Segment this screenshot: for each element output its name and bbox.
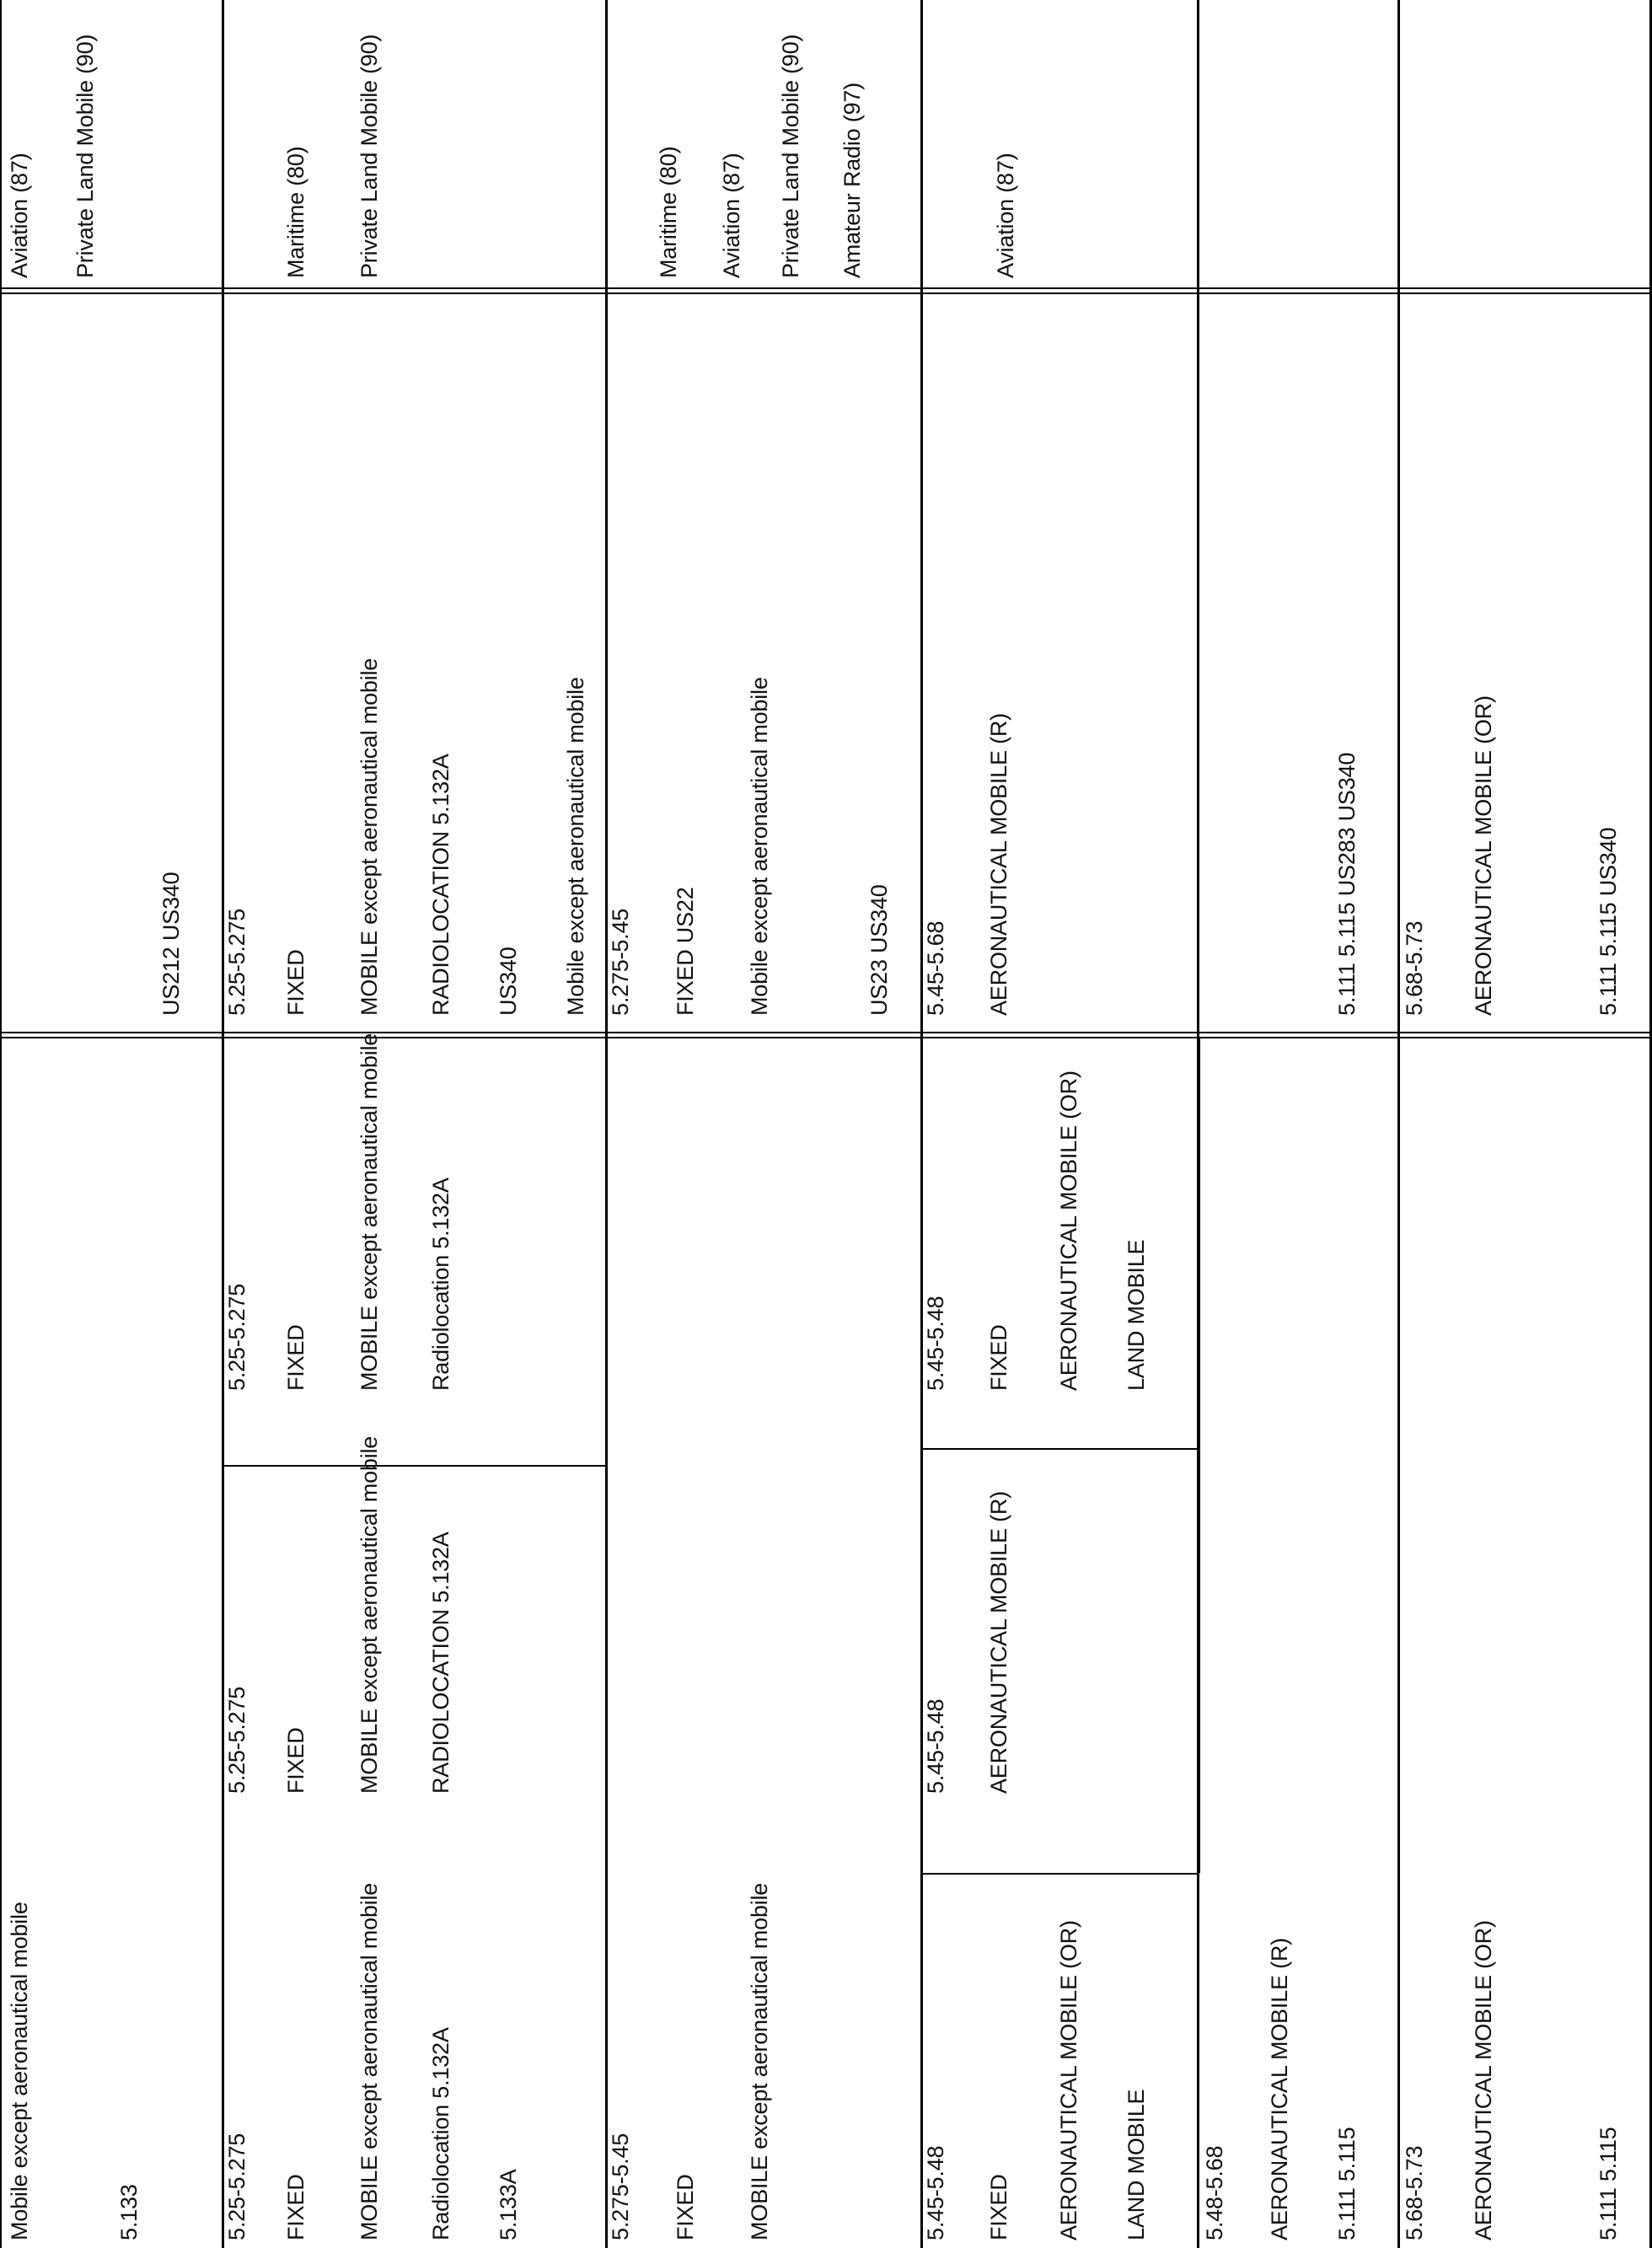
row-divider [920, 0, 923, 2248]
cell-text: Aviation (87) [993, 153, 1018, 278]
band-label: 5.275-5.45 [608, 2133, 633, 2240]
band-label: 5.45-5.48 [923, 1296, 948, 1391]
cell-text: MOBILE except aeronautical mobile [357, 1033, 382, 1391]
row-divider [1397, 0, 1400, 2248]
cell-text: FIXED [283, 2174, 308, 2240]
cell-text: 5.133 [116, 2184, 142, 2240]
row-divider [222, 0, 224, 2248]
split-divider [1197, 1033, 1199, 1034]
cell-text: US340 [496, 947, 521, 1016]
cell-text: FIXED [986, 1324, 1011, 1391]
column-divider [0, 292, 1652, 294]
column-divider [0, 1032, 1652, 1033]
cell-text: AERONAUTICAL MOBILE (R) [986, 713, 1011, 1016]
cell-text: Radiolocation 5.132A [428, 2027, 453, 2240]
cell-text: Mobile except aeronautical mobile [747, 677, 772, 1016]
cell-text: AERONAUTICAL MOBILE (OR) [1471, 695, 1496, 1016]
cell-text: Private Land Mobile (90) [72, 34, 98, 278]
cell-text: FIXED [283, 1727, 308, 1794]
band-label: 5.45-5.48 [923, 1698, 948, 1794]
subcolumn-divider [920, 1873, 1199, 1875]
cell-text: LAND MOBILE [1124, 2089, 1149, 2240]
band-label: 5.45-5.48 [923, 2145, 948, 2240]
cell-text: Maritime (80) [656, 146, 681, 278]
band-split-divider [1198, 1037, 1200, 1873]
row-divider [605, 0, 608, 2248]
cell-text: MOBILE except aeronautical mobile [747, 1882, 772, 2240]
cell-text: Radiolocation 5.132A [428, 1178, 453, 1391]
band-label: 5.68-5.73 [1402, 920, 1427, 1016]
band-label: 5.25-5.275 [224, 908, 249, 1016]
cell-text: FIXED [283, 949, 308, 1016]
band-label: 5.48-5.68 [1202, 2145, 1227, 2240]
cell-text: US212 US340 [158, 872, 184, 1016]
cell-text: 5.111 5.115 US283 US340 [1334, 752, 1360, 1016]
subcolumn-divider [920, 1448, 1199, 1450]
band-label: 5.68-5.73 [1402, 2145, 1427, 2240]
subcolumn-divider [222, 1465, 607, 1467]
column-divider [0, 1037, 1652, 1038]
cell-text: AERONAUTICAL MOBILE (OR) [1056, 1070, 1081, 1391]
cell-text: Amateur Radio (97) [839, 82, 865, 278]
cell-text: Mobile except aeronautical mobile [7, 1902, 32, 2240]
cell-text: AERONAUTICAL MOBILE (R) [986, 1491, 1011, 1794]
cell-text: AERONAUTICAL MOBILE (R) [1267, 1938, 1292, 2240]
cell-text: FIXED [673, 2174, 698, 2240]
band-label: 5.25-5.275 [224, 2133, 249, 2240]
cell-text: FIXED [283, 1324, 308, 1391]
cell-text: AERONAUTICAL MOBILE (OR) [1056, 1920, 1081, 2240]
cell-text: 5.111 5.115 [1334, 2127, 1360, 2240]
band-label: 5.25-5.275 [224, 1686, 249, 1794]
band-label: 5.45-5.68 [923, 920, 948, 1016]
cell-text: LAND MOBILE [1124, 1239, 1149, 1391]
column-divider [0, 287, 1652, 289]
cell-text: Aviation (87) [7, 153, 32, 278]
cell-text: 5.111 5.115 US340 [1596, 827, 1621, 1016]
cell-text: 5.133A [496, 2169, 521, 2240]
band-label: 5.25-5.275 [224, 1283, 249, 1391]
cell-text: FIXED [986, 2174, 1011, 2240]
cell-text: Private Land Mobile (90) [778, 34, 803, 278]
cell-text: Aviation (87) [719, 153, 744, 278]
cell-text: US23 US340 [866, 884, 892, 1016]
cell-text: MOBILE except aeronautical mobile [357, 657, 382, 1016]
band-label: 5.275-5.45 [608, 908, 633, 1016]
cell-text: Mobile except aeronautical mobile [563, 677, 588, 1016]
row-divider [0, 0, 2, 2248]
cell-text: Maritime (80) [283, 146, 308, 278]
cell-text: Private Land Mobile (90) [357, 34, 382, 278]
cell-text: MOBILE except aeronautical mobile [357, 1882, 382, 2240]
cell-text: RADIOLOCATION 5.132A [428, 1532, 453, 1794]
cell-text: AERONAUTICAL MOBILE (OR) [1471, 1920, 1496, 2240]
cell-text: MOBILE except aeronautical mobile [357, 1435, 382, 1794]
cell-text: 5.111 5.115 [1596, 2127, 1621, 2240]
cell-text: FIXED US22 [673, 887, 698, 1016]
cell-text: RADIOLOCATION 5.132A [428, 754, 453, 1016]
